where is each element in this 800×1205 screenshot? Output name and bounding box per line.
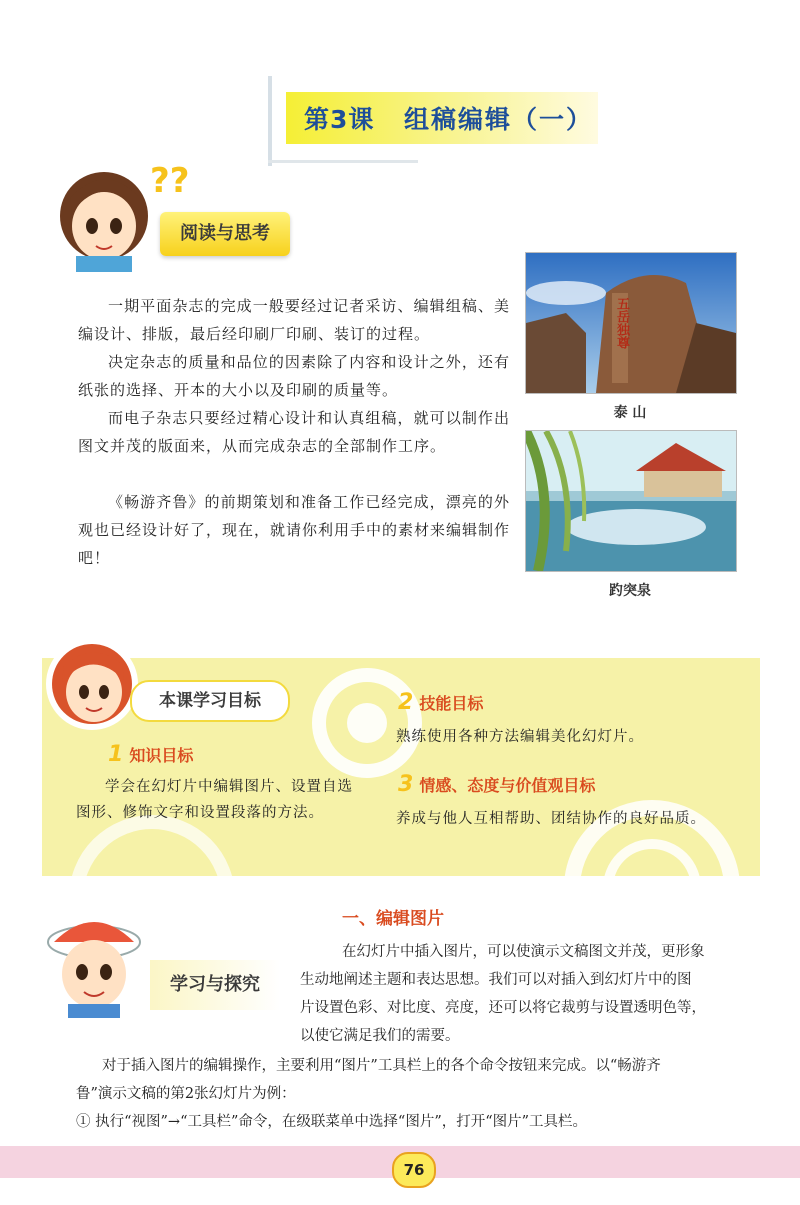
baotu-spring-photo xyxy=(525,430,737,572)
lesson-title: 组稿编辑（一） xyxy=(404,105,594,134)
title-banner xyxy=(268,76,598,170)
girl-mascot-icon xyxy=(42,634,142,734)
body-text-line: 生动地阐述主题和表达思想。我们可以对插入到幻灯片中的图 xyxy=(300,972,692,988)
goals-section-tag: 本课学习目标 xyxy=(130,680,290,722)
lesson-number: 第3课 xyxy=(304,105,375,134)
goal-text: 熟练使用各种方法编辑美化幻灯片。 xyxy=(396,729,644,745)
goal-number: 2 xyxy=(398,690,414,715)
reading-paragraph: 一期平面杂志的完成一般要经过记者采访、编辑组稿、美编设计、排版，最后经印刷厂印刷、装订的过程。 xyxy=(78,297,510,343)
swirl-decor-icon xyxy=(312,668,422,778)
reading-section-tag: 阅读与思考 xyxy=(160,212,290,256)
banner-decor-line xyxy=(268,76,272,166)
goal-heading-text: 知识目标 xyxy=(129,746,194,765)
taishan-photo xyxy=(525,252,737,394)
reading-paragraph: 而电子杂志只要经过精心设计和认真组稿，就可以制作出图文并茂的版面来，从而完成杂志的全部制作工序。 xyxy=(78,409,510,455)
swirl-decor-icon xyxy=(562,788,742,876)
boy-mascot-icon xyxy=(40,908,150,1018)
body-text-line: 片设置色彩、对比度、亮度，还可以将它裁剪与设置透明色等， xyxy=(300,1000,706,1016)
goal-heading-knowledge xyxy=(108,742,193,767)
goal-heading-values xyxy=(398,772,595,797)
page-number: 76 xyxy=(392,1152,436,1188)
body-text-line: 对于插入图片的编辑操作，主要利用“图片”工具栏上的各个命令按钮来完成。以“畅游齐 xyxy=(102,1058,661,1074)
body-text-line: ① 执行“视图”→“工具栏”命令，在级联菜单中选择“图片”，打开“图片”工具栏。 xyxy=(76,1114,588,1130)
photo-caption: 趵突泉 xyxy=(609,583,651,599)
body-text-line: 以使它满足我们的需要。 xyxy=(300,1028,460,1044)
goal-number: 3 xyxy=(398,772,414,797)
reading-paragraph: 《畅游齐鲁》的前期策划和准备工作已经完成，漂亮的外观也已经设计好了，现在，就请你利用手中的素材来编辑制作吧！ xyxy=(78,493,511,567)
goal-text: 养成与他人互相帮助、团结协作的良好品质。 xyxy=(396,811,706,827)
inscription-text: 五岳独尊 xyxy=(614,297,629,349)
section-heading: 一、编辑图片 xyxy=(342,909,444,929)
goal-heading-text: 情感、态度与价值观目标 xyxy=(419,776,596,795)
photo-caption: 泰 山 xyxy=(613,405,647,421)
svg-text:??: ?? xyxy=(150,161,190,201)
goal-heading-skill xyxy=(398,690,483,715)
goal-number: 1 xyxy=(108,742,124,767)
body-text-line: 鲁”演示文稿的第2张幻灯片为例： xyxy=(76,1086,296,1102)
explore-section-tag: 学习与探究 xyxy=(150,960,280,1010)
banner-decor-line xyxy=(268,160,418,163)
goal-text: 学会在幻灯片中编辑图片、设置自选图形、修饰文字和设置段落的方法。 xyxy=(76,779,353,821)
goal-heading-text: 技能目标 xyxy=(419,694,484,713)
reading-paragraph: 决定杂志的质量和品位的因素除了内容和设计之外，还有纸张的选择、开本的大小以及印刷的质量等。 xyxy=(78,353,510,399)
body-text-line: 在幻灯片中插入图片，可以使演示文稿图文并茂，更形象 xyxy=(342,944,705,960)
